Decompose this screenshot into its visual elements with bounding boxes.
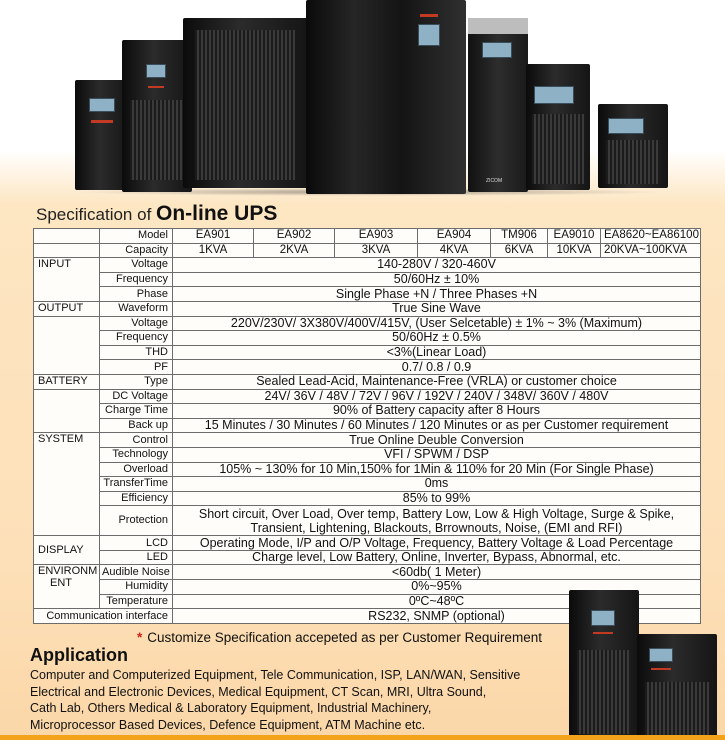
model-cell: EA903 bbox=[335, 229, 418, 244]
table-row: Temperature 0ºC~48ºC bbox=[34, 594, 701, 609]
table-row: DISPLAY LCD Operating Mode, I/P and O/P Voltage, Frequency, Battery Voltage & Load Percentage bbox=[34, 536, 701, 551]
section-display: DISPLAY bbox=[34, 536, 100, 565]
ups-tower-back bbox=[569, 590, 639, 740]
note-text: Customize Specification accepeted as per Customer Requirement bbox=[147, 630, 542, 645]
table-row: Communication interface RS232, SNMP (optional) bbox=[34, 609, 701, 624]
model-cell: EA902 bbox=[254, 229, 335, 244]
capacity-cell: 20KVA~100KVA bbox=[601, 243, 701, 258]
ups-tower-lcd bbox=[526, 64, 590, 190]
table-row: Charge Time 90% of Battery capacity after 8 Hours bbox=[34, 404, 701, 419]
section-input: INPUT bbox=[34, 258, 100, 302]
table-row-capacity bbox=[34, 243, 701, 258]
section-output: OUTPUT bbox=[34, 301, 100, 316]
ups-cabinet-grey bbox=[468, 18, 528, 192]
table-row: Voltage 220V/230V/ 3X380V/400V/415V, (User Selcetable) ± 1% ~ 3% (Maximum) bbox=[34, 316, 701, 331]
table-row: BATTERY Type Sealed Lead-Acid, Maintenance-Free (VRLA) or customer choice bbox=[34, 374, 701, 389]
spec-table bbox=[33, 228, 701, 624]
table-row: Overload 105% ~ 130% for 10 Min,150% for 1Min & 110% for 20 Min (For Single Phase) bbox=[34, 462, 701, 477]
capacity-header: Capacity bbox=[100, 243, 173, 258]
protection-line-2: Transient, Lightening, Blackouts, Brrownouts, Noise, (EMI and RFI) bbox=[250, 520, 623, 535]
application-line: Computer and Computerized Equipment, Tele Communication, ISP, LAN/WAN, Sensitive bbox=[30, 668, 521, 682]
ups-tower-small-right bbox=[598, 104, 668, 188]
table-row: DC Voltage 24V/ 36V / 48V / 72V / 96V / 192V / 240V / 348V/ 360V / 480V bbox=[34, 389, 701, 404]
ups-cabinet-large bbox=[306, 0, 466, 194]
ups-photo-bottom-right bbox=[565, 590, 725, 740]
capacity-cell: 4KVA bbox=[418, 243, 491, 258]
title-prefix: Specification of bbox=[36, 205, 157, 224]
table-row: PF 0.7/ 0.8 / 0.9 bbox=[34, 360, 701, 375]
model-cell: EA901 bbox=[173, 229, 254, 244]
section-battery: BATTERY bbox=[34, 374, 100, 389]
application-title: Application bbox=[30, 645, 128, 665]
application-text bbox=[30, 667, 550, 733]
capacity-cell: 3KVA bbox=[335, 243, 418, 258]
table-row: Humidity 0%~95% bbox=[34, 580, 701, 595]
table-row: Technology VFI / SPWM / DSP bbox=[34, 447, 701, 462]
table-row: TransferTime 0ms bbox=[34, 477, 701, 492]
table-row: LED Charge level, Low Battery, Online, Inverter, Bypass, Abnormal, etc. bbox=[34, 550, 701, 565]
table-row: Efficiency 85% to 99% bbox=[34, 491, 701, 506]
table-row: Protection Short circuit, Over Load, Over temp, Battery Low, Low & High Voltage, Surge & Spike, Transient, Lightening, Blackouts, Brrownouts, Noise, (EMI and RFI) bbox=[34, 506, 701, 536]
table-row: Back up 15 Minutes / 30 Minutes / 60 Minutes / 120 Minutes or as per Customer requirement bbox=[34, 418, 701, 433]
section-system: SYSTEM bbox=[34, 433, 100, 536]
table-row: THD <3%(Linear Load) bbox=[34, 345, 701, 360]
table-row-model bbox=[34, 229, 701, 244]
product-photo-banner bbox=[0, 0, 725, 200]
customize-note bbox=[137, 630, 542, 645]
ups-cabinet-grille bbox=[183, 18, 308, 188]
capacity-cell: 1KVA bbox=[173, 243, 254, 258]
capacity-cell: 10KVA bbox=[548, 243, 601, 258]
application-line: Electrical and Electronic Devices, Medical Equipment, CT Scan, MRI, Ultra Sound, bbox=[30, 684, 487, 699]
application-line: Cath Lab, Others Medical & Laboratory Equipment, Industrial Machinery, bbox=[30, 701, 432, 715]
model-cell: EA904 bbox=[418, 229, 491, 244]
model-header: Model bbox=[100, 229, 173, 244]
star-icon: * bbox=[137, 630, 143, 645]
protection-line-1: Short circuit, Over Load, Over temp, Battery Low, Low & High Voltage, Surge & Spike, bbox=[198, 506, 675, 521]
table-row: INPUT Voltage 140-280V / 320-460V bbox=[34, 258, 701, 273]
table-row: SYSTEM Control True Online Deuble Conversion bbox=[34, 433, 701, 448]
table-row: Phase Single Phase +N / Three Phases +N bbox=[34, 287, 701, 302]
capacity-cell: 6KVA bbox=[491, 243, 548, 258]
table-row: Frequency 50/60Hz ± 0.5% bbox=[34, 331, 701, 346]
model-cell: EA8620~EA86100 bbox=[601, 229, 701, 244]
page-title bbox=[36, 202, 277, 226]
ups-tower-front bbox=[637, 634, 717, 740]
title-main: On-line UPS bbox=[156, 202, 278, 225]
table-row: OUTPUT Waveform True Sine Wave bbox=[34, 301, 701, 316]
table-row: Frequency 50/60Hz ± 10% bbox=[34, 272, 701, 287]
application-line: Microprocessor Based Devices, Defence Equipment, ATM Machine etc. bbox=[30, 717, 426, 732]
table-row: ENVIRONM ENT Audible Noise <60db( 1 Meter) bbox=[34, 565, 701, 580]
model-cell: TM906 bbox=[491, 229, 548, 244]
model-cell: EA9010 bbox=[548, 229, 601, 244]
brand-label: ZICOM bbox=[486, 178, 503, 184]
bottom-accent-bar bbox=[0, 735, 725, 740]
ups-tower-medium bbox=[122, 40, 192, 192]
section-environment: ENVIRONM ENT bbox=[34, 565, 100, 609]
capacity-cell: 2KVA bbox=[254, 243, 335, 258]
